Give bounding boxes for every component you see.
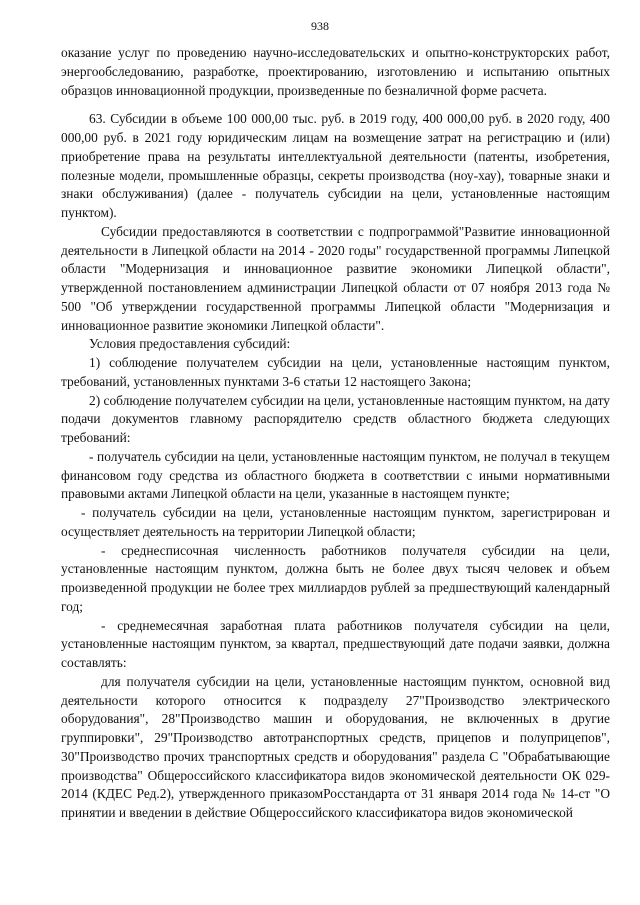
paragraph-item-63: 63. Субсидии в объеме 100 000,00 тыс. руб. в 2019 году, 400 000,00 руб. в 2020 году, 400 000,00 руб. в 2021 году юридическим лицам на возмещение затрат на регистрацию и (или) приобретение права на результаты интеллектуальной деятельности (патенты, изобретения, полезные модели, промышленные образцы, секреты производства (ноу-хау), товарные знаки и знаки обслуживания) (далее - получатель субсидии на цели, установленные настоящим пунктом).	[61, 111, 610, 220]
paragraph-continuation: оказание услуг по проведению научно-исследовательских и опытно-конструкторских работ, энергообследованию, разработке, проектированию, изготовлению и испытанию опытных образцов инновационной продукции, произведенные по безналичной форме расчета.	[61, 45, 610, 98]
page-number: 938	[311, 19, 329, 33]
paragraph-requirement-headcount: - среднесписочная численность работников получателя субсидии на цели, установленные настоящим пунктом, должна быть не более двух тысяч человек и объем произведенной продукции не более трех миллиардов рублей за предшествующий календарный год;	[61, 542, 610, 614]
paragraph-condition-1: 1) соблюдение получателем субсидии на цели, установленные настоящим пунктом, требований, установленных пунктами 3-6 статьи 12 настоящего Закона;	[61, 355, 610, 389]
paragraph-requirement-registration: - получатель субсидии на цели, установленные настоящим пунктом, зарегистрирован и осуществляет деятельность на территории Липецкой области;	[61, 505, 610, 539]
paragraph-subsidy-basis: Субсидии предоставляются в соответствии с подпрограммой"Развитие инновационной деятельности в Липецкой области на 2014 - 2020 годы" государственной программы Липецкой области "Модернизация и инновационное развитие экономики Липецкой области", утвержденной постановлением администрации Липецкой области от 07 ноября 2013 года № 500 "Об утверждении государственной программы Липецкой области "Модернизация и инновационное развитие экономики Липецкой области".	[61, 223, 610, 333]
document-body	[61, 44, 610, 823]
paragraph-requirement-no-funds: - получатель субсидии на цели, установленные настоящим пунктом, не получал в текущем финансовом году средства из областного бюджета в соответствии с иными нормативными правовыми актами Липецкой области на цели, указанные в настоящем пункте;	[61, 448, 610, 502]
paragraph-condition-2: 2) соблюдение получателем субсидии на цели, установленные настоящим пунктом, на дату подачи документов главному распорядителю средств областного бюджета следующих требований:	[61, 392, 610, 445]
paragraph-salary-sectors: для получателя субсидии на цели, установленные настоящим пунктом, основной вид деятельности которого относится к подразделу 27"Производство электрического оборудования", 28"Производство машин и оборудования, не включенных в другие группировки", 29"Производство автотранспортных средств, прицепов и полуприцепов", 30"Производство прочих транспортных средств и оборудования" раздела С "Обрабатывающие производства" Общероссийского классификатора видов экономической деятельности ОК 029-2014 (КДЕС Ред.2), утвержденного приказомРосстандарта от 31 января 2014 года № 14-ст "О принятии и введении в действие Общероссийского классификатора видов экономической	[61, 673, 610, 820]
paragraph-requirement-salary: - среднемесячная заработная плата работников получателя субсидии на цели, установленные настоящим пунктом, за квартал, предшествующий дате подачи заявки, должна составлять:	[61, 617, 610, 670]
paragraph-conditions-heading: Условия предоставления субсидий:	[89, 336, 291, 352]
